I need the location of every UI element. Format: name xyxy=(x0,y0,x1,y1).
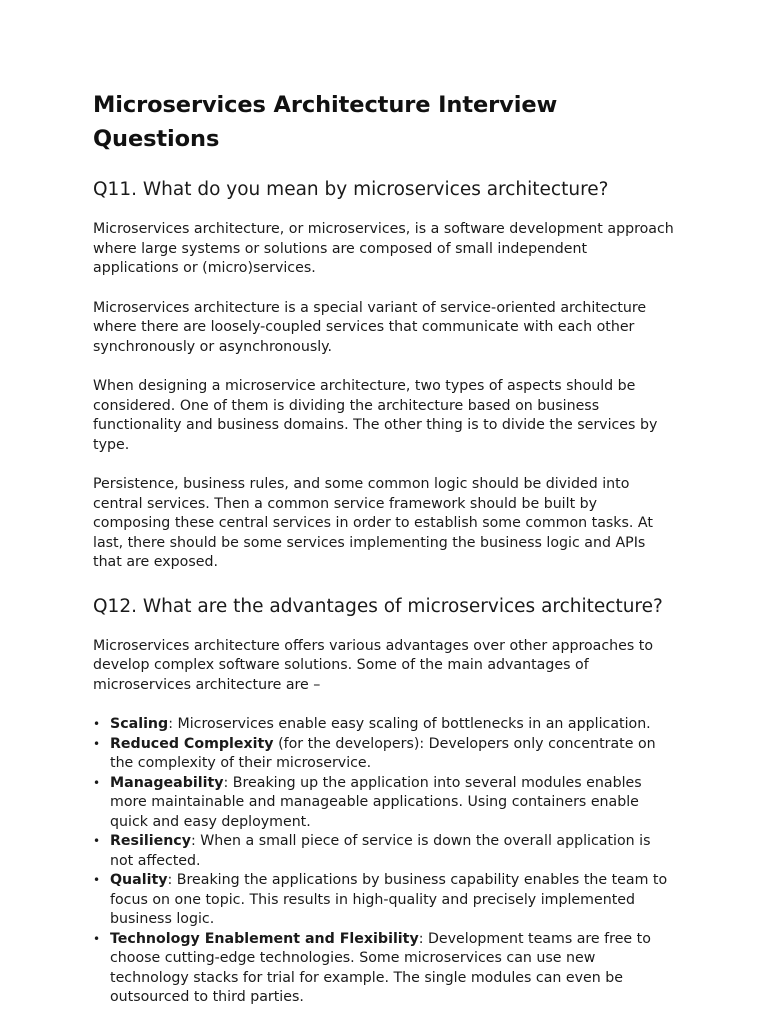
list-item-term: Quality xyxy=(110,872,168,888)
q11-paragraph-2: Microservices architecture is a special variant of service-oriented architecture where there are loosely-coupled services that communicate with each other synchronously or asynchronously. xyxy=(93,299,647,355)
list-item-term: Technology Enablement and Flexibility xyxy=(110,930,419,947)
list-item-quality xyxy=(93,871,676,930)
list-item-term: Reduced Complexity xyxy=(110,735,274,752)
bullet-icon: • xyxy=(93,931,101,946)
list-item-resiliency xyxy=(93,832,676,871)
bullet-icon: • xyxy=(93,717,101,731)
question-heading-q11: Q11. What do you mean by microservices architecture? xyxy=(93,179,609,200)
bullet-icon: • xyxy=(93,775,101,790)
list-item-reduced-complexity xyxy=(93,735,676,774)
list-item-text: (for the developers): Developers only concentrate on the complexity of their microservice. xyxy=(110,735,656,771)
q11-paragraph-4: Persistence, business rules, and some common logic should be divided into central services. Then a common service framework should be built by composing these central services in order to establish some common tasks. At last, there should be some services implementing the business logic and APIs that are exposed. xyxy=(93,476,653,570)
list-item-text: : Breaking up the application into several modules enables more maintainable and manageable applications. Using containers enable quick and easy deployment. xyxy=(110,774,642,830)
q12-intro-paragraph: Microservices architecture offers various advantages over other approaches to develop complex software solutions. Some of the main advantages of microservices architecture are – xyxy=(93,637,654,693)
q11-paragraph-3: When designing a microservice architecture, two types of aspects should be considered. One of them is dividing the architecture based on business functionality and business domains. The other thing is to divide the services by type. xyxy=(93,378,658,453)
bullet-icon: • xyxy=(93,873,101,887)
list-item-text: : Development teams are free to choose cutting-edge technologies. Some microservices can use new technology stacks for trial for example. The single modules can even be outsourced to third parties. xyxy=(110,930,651,1005)
question-heading-q12: Q12. What are the advantages of microservices architecture? xyxy=(93,595,663,617)
list-item-technology-enablement xyxy=(93,930,676,1008)
list-item-text: : Microservices enable easy scaling of bottlenecks in an application. xyxy=(168,716,651,732)
list-item-term: Manageability xyxy=(110,774,224,791)
list-item-term: Scaling xyxy=(110,716,169,732)
bullet-icon: • xyxy=(93,834,101,848)
q11-paragraph-1: Microservices architecture, or microservices, is a software development approach where large systems or solutions are composed of small independent applications or (micro)services. xyxy=(93,221,674,276)
list-item-text: : When a small piece of service is down the overall application is not affected. xyxy=(110,833,651,869)
list-item-term: Resiliency xyxy=(110,833,191,849)
page-title: Microservices Architecture Interview Questions xyxy=(93,92,558,152)
list-item-scaling xyxy=(93,715,676,735)
list-item-manageability xyxy=(93,774,676,833)
bullet-icon: • xyxy=(93,736,101,751)
list-item-text: : Breaking the applications by business capability enables the team to focus on one topic. This results in high-quality and precisely implemented business logic. xyxy=(110,872,668,927)
advantages-list xyxy=(93,715,676,1008)
